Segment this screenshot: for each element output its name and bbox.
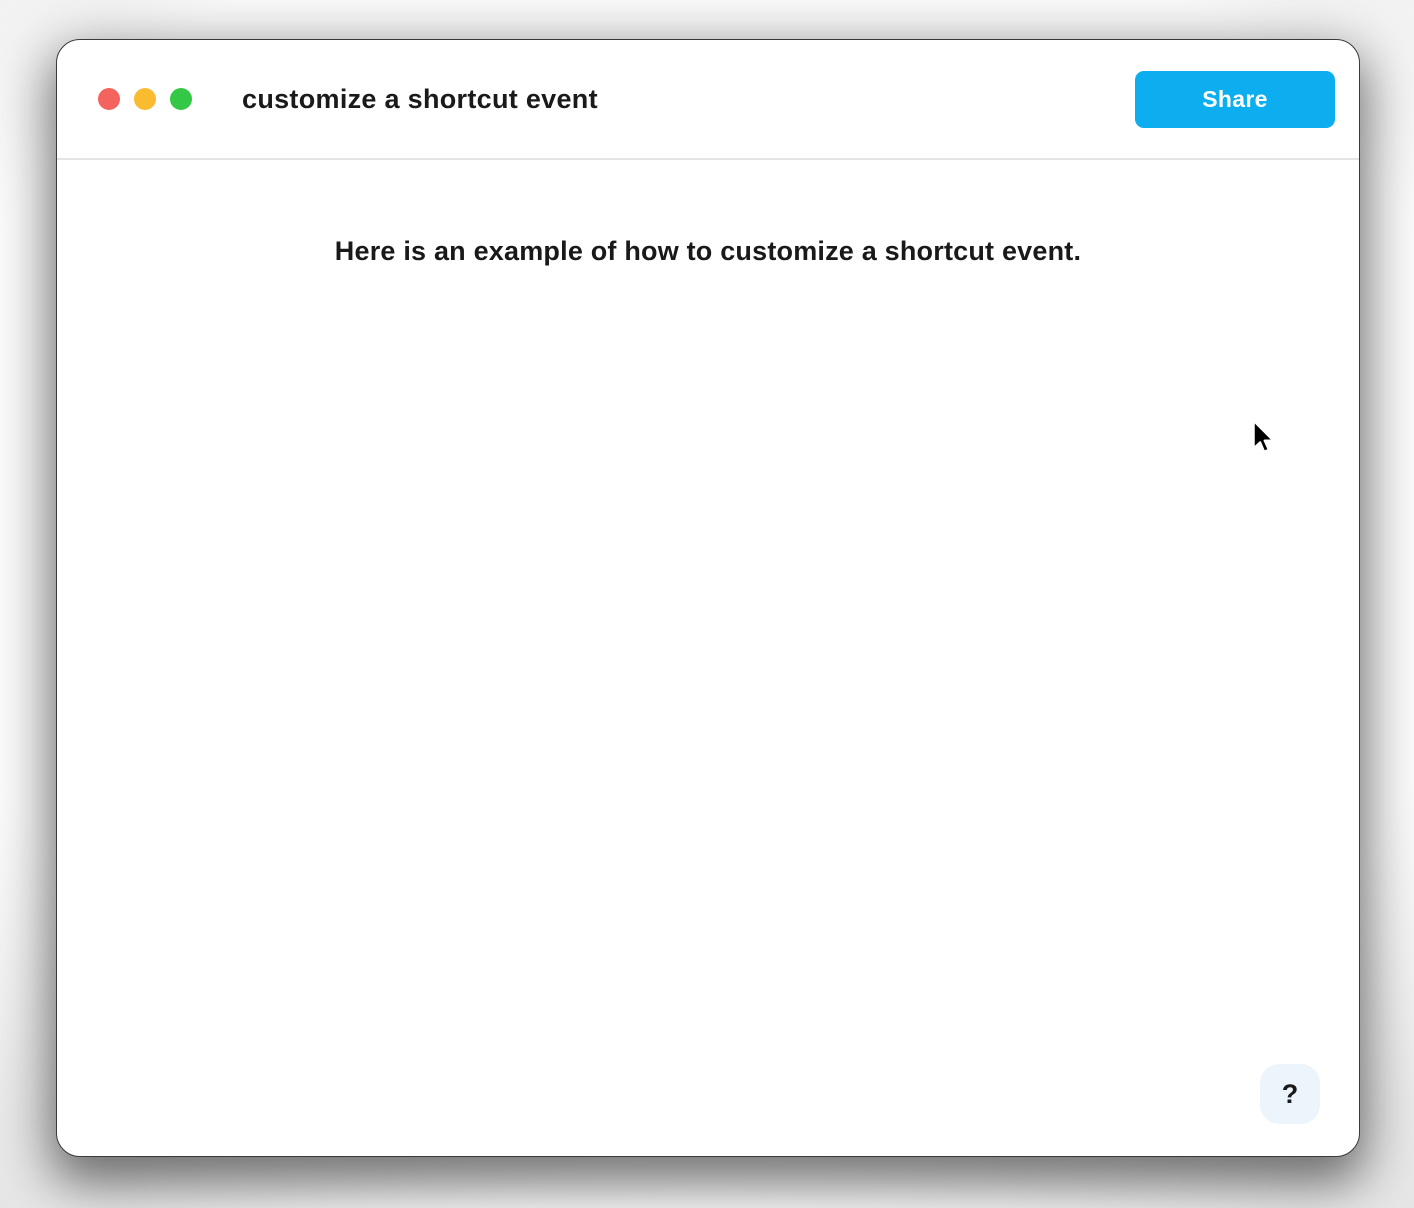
titlebar [57,40,1359,160]
share-button[interactable]: Share [1135,71,1335,128]
minimize-window-button[interactable] [134,88,156,110]
traffic-lights [98,88,192,110]
close-window-button[interactable] [98,88,120,110]
help-button[interactable]: ? [1260,1064,1320,1124]
content-message: Here is an example of how to customize a shortcut event. [334,236,1082,266]
content-area [57,160,1359,267]
window-title: customize a shortcut event [242,83,598,114]
zoom-window-button[interactable] [170,88,192,110]
app-window [56,39,1360,1157]
